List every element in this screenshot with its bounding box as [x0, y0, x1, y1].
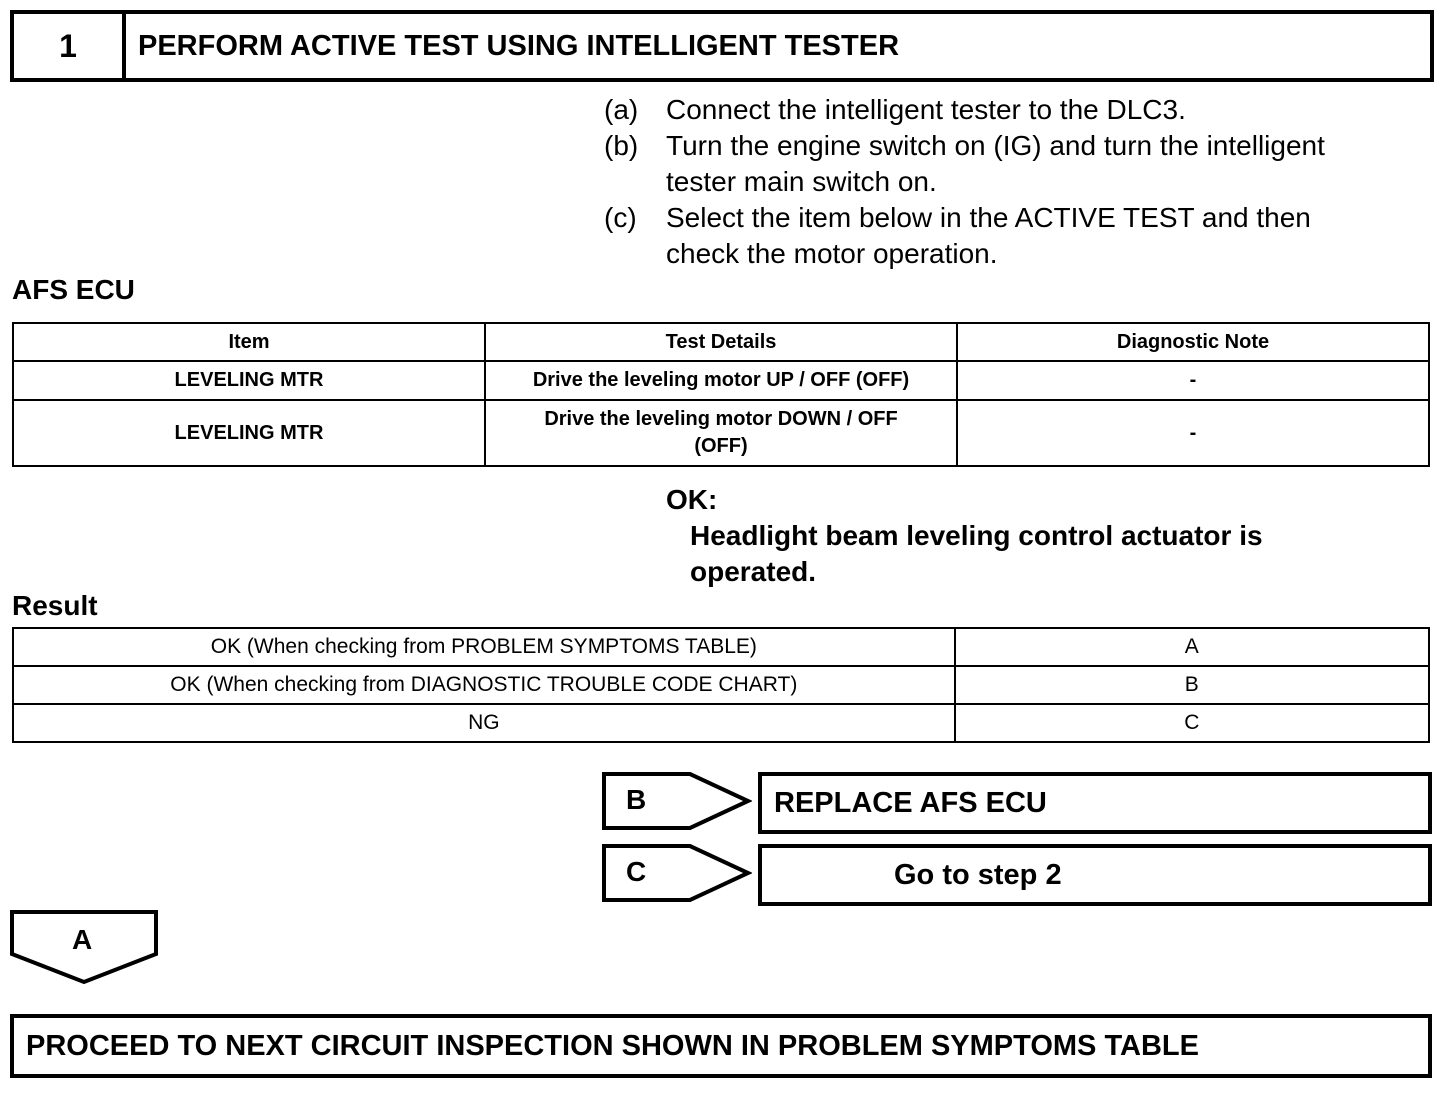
ok-label: OK: — [666, 484, 718, 515]
instruction-label: (b) — [604, 130, 639, 161]
instruction-text: tester main switch on. — [666, 166, 937, 197]
table-row — [13, 361, 1429, 400]
instruction-text: Select the item below in the ACTIVE TEST and then — [666, 202, 1311, 233]
step-header — [10, 10, 1434, 82]
branch-c-label: C — [626, 856, 647, 887]
branch-c-arrow-icon — [602, 844, 752, 902]
column-header: Diagnostic Note — [957, 323, 1429, 361]
table-row — [13, 628, 1429, 666]
table-header-row — [13, 323, 1429, 361]
afs-heading: AFS ECU — [12, 274, 135, 305]
column-header: Test Details — [485, 323, 957, 361]
instruction-text: check the motor operation. — [666, 238, 998, 269]
ok-criteria-line: operated. — [690, 556, 817, 587]
instruction-text: Turn the engine switch on (IG) and turn the intelligent — [666, 130, 1325, 161]
column-header: Item — [13, 323, 485, 361]
step-number: 1 — [14, 14, 126, 78]
branch-a-action: PROCEED TO NEXT CIRCUIT INSPECTION SHOWN IN PROBLEM SYMPTOMS TABLE — [26, 1029, 1199, 1062]
item-cell: LEVELING MTR — [13, 400, 485, 466]
details-line: Drive the leveling motor DOWN / OFF — [544, 408, 898, 430]
details-line: (OFF) — [694, 435, 748, 457]
step-title: PERFORM ACTIVE TEST USING INTELLIGENT TESTER — [138, 29, 900, 62]
table-row — [13, 400, 1429, 466]
instruction-label: (c) — [604, 202, 637, 233]
proceed-next-circuit-box — [10, 1014, 1432, 1078]
condition-cell: NG — [13, 704, 955, 742]
branch-b-arrow-icon — [602, 772, 752, 830]
go-to-step-2-box — [758, 844, 1432, 906]
replace-afs-ecu-box — [758, 772, 1432, 834]
branch-b-action: REPLACE AFS ECU — [774, 786, 1047, 819]
branch-a-label: A — [72, 924, 93, 955]
note-cell: - — [957, 400, 1429, 466]
table-row — [13, 666, 1429, 704]
condition-cell: OK (When checking from PROBLEM SYMPTOMS TABLE) — [13, 628, 955, 666]
details-cell: Drive the leveling motor UP / OFF (OFF) — [485, 361, 957, 400]
code-cell: A — [955, 628, 1429, 666]
instruction-text: Connect the intelligent tester to the DLC3. — [666, 94, 1186, 125]
table-row — [13, 704, 1429, 742]
branch-c-action: Go to step 2 — [894, 858, 1062, 891]
active-test-table — [12, 322, 1430, 467]
details-cell — [485, 400, 957, 466]
item-cell: LEVELING MTR — [13, 361, 485, 400]
instruction-label: (a) — [604, 94, 639, 125]
result-heading: Result — [12, 590, 98, 621]
note-cell: - — [957, 361, 1429, 400]
condition-cell: OK (When checking from DIAGNOSTIC TROUBLE CODE CHART) — [13, 666, 955, 704]
branch-b-label: B — [626, 784, 647, 815]
ok-criteria-line: Headlight beam leveling control actuator is — [690, 520, 1263, 551]
code-cell: B — [955, 666, 1429, 704]
result-table — [12, 627, 1430, 743]
code-cell: C — [955, 704, 1429, 742]
